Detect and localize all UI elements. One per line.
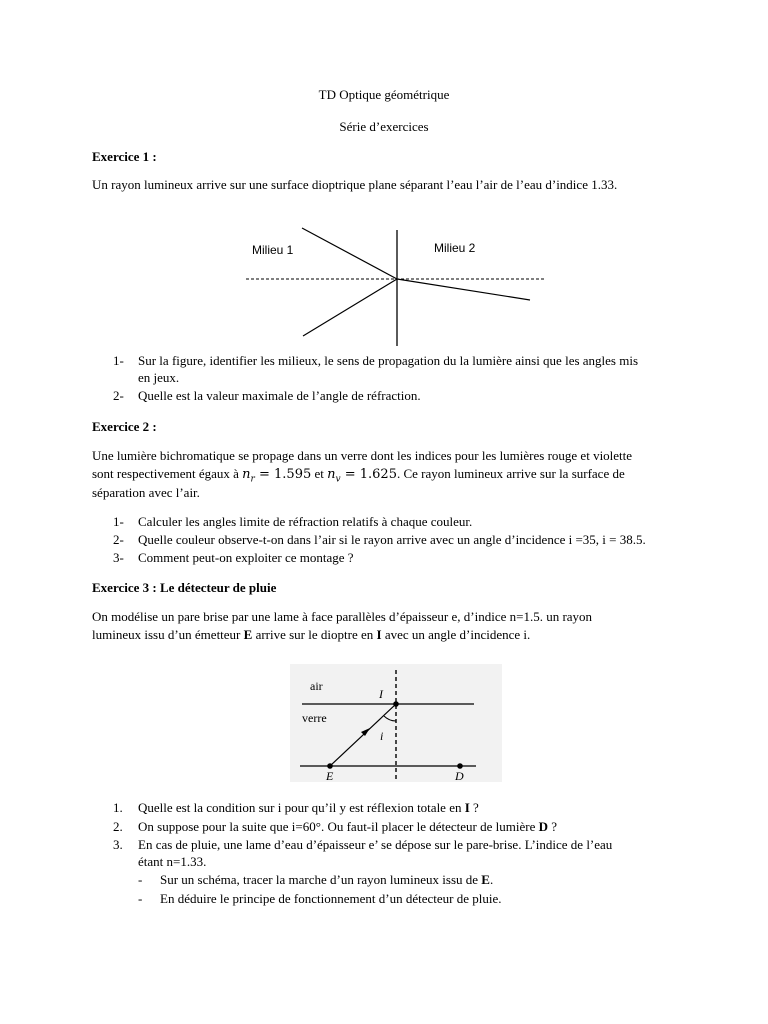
ex3-q1-text: Quelle est la condition sur i pour qu’il y est réflexion totale en I ?: [138, 800, 479, 815]
exercise-2-line-1: Une lumière bichromatique se propage dans un verre dont les indices pour les lumières rouge et violette: [92, 448, 633, 463]
refraction-figure: [240, 226, 550, 350]
point-I: [393, 701, 399, 707]
n-red-symbol: n: [242, 467, 251, 482]
reflected-ray: [303, 279, 397, 336]
label-milieu-1: Milieu 1: [252, 243, 294, 257]
n-violet-symbol: n: [327, 467, 336, 482]
exercise-1-statement: Un rayon lumineux arrive sur une surface dioptrique plane séparant l’eau l’air de l’eau d’indice 1.33.: [92, 177, 618, 192]
ex2-q3-number: 3-: [113, 550, 124, 565]
ex3-q2-text: On suppose pour la suite que i=60°. Ou faut-il placer le détecteur de lumière D ?: [138, 819, 558, 834]
ex1-q1-number: 1-: [113, 353, 124, 368]
exercise-3-heading: Exercice 3 : Le détecteur de pluie: [92, 580, 277, 595]
ex1-q2-text: Quelle est la valeur maximale de l’angle de réfraction.: [138, 388, 421, 403]
page-subtitle: Série d’exercices: [339, 119, 429, 134]
svg-text:verre: verre: [302, 711, 327, 725]
ex3-sub2-text: En déduire le principe de fonctionnement d’un détecteur de pluie.: [160, 891, 502, 906]
n-violet-value: = 1.625: [340, 467, 397, 482]
ex3-q3-text-cont: étant n=1.33.: [138, 854, 207, 869]
exercise-2-heading: Exercice 2 :: [92, 419, 157, 434]
svg-text:I: I: [379, 687, 383, 701]
point-D: [457, 763, 463, 769]
ex1-q1-text: Sur la figure, identifier les milieux, le sens de propagation du la lumière ainsi que les angles mis: [138, 353, 639, 368]
exercise-2-line-2: sont respectivement égaux à $n_r = 1.595$ et $n_v = 1.625$. Ce rayon lumineux arrive sur la surface de: [92, 466, 625, 485]
rain-detector-figure: [290, 664, 502, 782]
ex1-q2-number: 2-: [113, 388, 124, 403]
ex2-q2-number: 2-: [113, 532, 124, 547]
svg-text:air: air: [310, 679, 323, 693]
svg-text:i: i: [380, 729, 384, 743]
label-milieu-2: Milieu 2: [434, 241, 476, 255]
page-title: TD Optique géométrique: [318, 87, 450, 102]
svg-text:E: E: [326, 769, 334, 782]
ex2-q1-text: Calculer les angles limite de réfraction relatifs à chaque couleur.: [138, 514, 473, 529]
exercise-3-line-2: lumineux issu d’un émetteur E arrive sur le dioptre en I avec un angle d’incidence i.: [92, 627, 531, 642]
ex3-sub1-dash: -: [138, 872, 143, 887]
ex3-q2-number: 2.: [113, 819, 123, 834]
refracted-ray: [397, 279, 530, 300]
exercise-3-line-1: On modélise un pare brise par une lame à face parallèles d’épaisseur e, d’indice n=1.5. un rayon: [92, 609, 593, 624]
exercise-1-heading: Exercice 1 :: [92, 149, 157, 164]
ex2-q3-text: Comment peut-on exploiter ce montage ?: [138, 550, 354, 565]
ex3-q3-text: En cas de pluie, une lame d’eau d’épaisseur e’ se dépose sur le pare-brise. L’indice de l’eau: [138, 837, 613, 852]
ex3-sub2-dash: -: [138, 891, 143, 906]
ex3-q1-number: 1.: [113, 800, 123, 815]
point-E: [327, 763, 333, 769]
incident-ray: [302, 228, 397, 279]
ex2-q2-text: Quelle couleur observe-t-on dans l’air si le rayon arrive avec un angle d’incidence i =35, i = 38.5.: [138, 532, 646, 547]
ex3-q3-number: 3.: [113, 837, 123, 852]
ex3-sub1-text: Sur un schéma, tracer la marche d’un rayon lumineux issu de E.: [160, 872, 494, 887]
svg-text:D: D: [455, 769, 464, 782]
ex2-q1-number: 1-: [113, 514, 124, 529]
exercise-2-line-3: séparation avec l’air.: [92, 485, 200, 500]
ex1-q1-text-cont: en jeux.: [138, 370, 180, 385]
n-red-value: = 1.595: [254, 467, 312, 482]
